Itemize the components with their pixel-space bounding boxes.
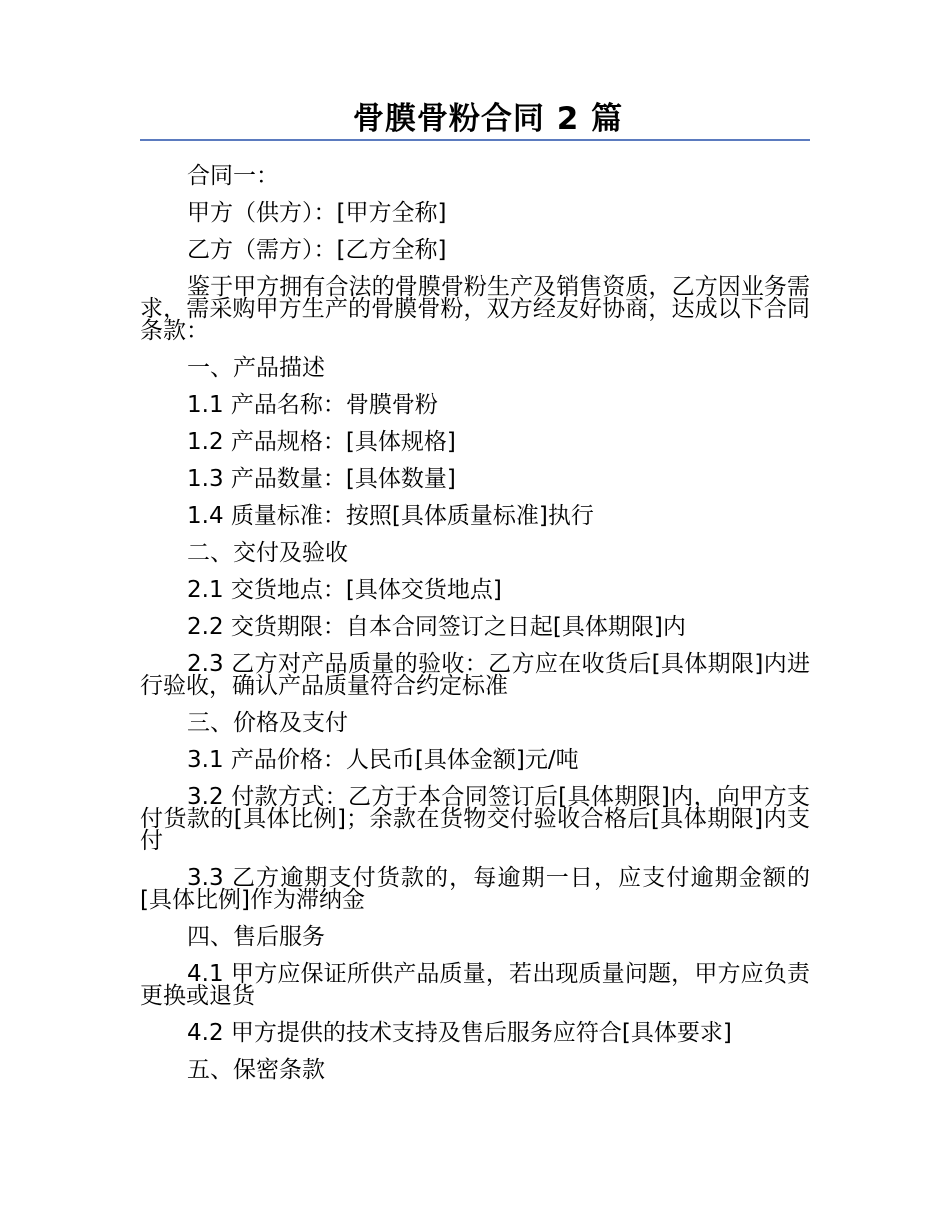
document-title: 骨膜骨粉合同 2 篇 (352, 101, 624, 137)
clause-3-1: 3.1 产品价格：人民币[具体金额]元/吨 (187, 747, 579, 773)
clause-1-1: 1.1 产品名称：骨膜骨粉 (187, 392, 438, 418)
section-heading-delivery: 二、交付及验收 (187, 540, 348, 566)
section-heading-after-sales: 四、售后服务 (187, 924, 325, 950)
clause-2-1: 2.1 交货地点：[具体交货地点] (187, 577, 502, 603)
paragraph-preamble: 鉴于甲方拥有合法的骨膜骨粉生产及销售资质，乙方因业务需求，需采购甲方生产的骨膜骨粉，双方经友好协商，达成以下合同条款： (140, 274, 810, 344)
clause-2-2: 2.2 交货期限：自本合同签订之日起[具体期限]内 (187, 614, 686, 640)
paragraph-party-b: 乙方（需方）：[乙方全称] (187, 237, 447, 263)
title-underline (140, 139, 810, 141)
document-body (140, 158, 810, 1089)
section-heading-price: 三、价格及支付 (187, 710, 348, 736)
paragraph-contract-heading: 合同一： (187, 163, 279, 189)
clause-2-3: 2.3 乙方对产品质量的验收：乙方应在收货后[具体期限]内进行验收，确认产品质量符合约定标准 (140, 651, 810, 699)
paragraph-party-a: 甲方（供方）：[甲方全称] (187, 200, 447, 226)
clause-4-1: 4.1 甲方应保证所供产品质量，若出现质量问题，甲方应负责更换或退货 (140, 961, 810, 1009)
clause-4-2: 4.2 甲方提供的技术支持及售后服务应符合[具体要求] (187, 1020, 732, 1046)
section-heading-product: 一、产品描述 (187, 355, 325, 381)
clause-1-4: 1.4 质量标准：按照[具体质量标准]执行 (187, 503, 594, 529)
clause-3-2: 3.2 付款方式：乙方于本合同签订后[具体期限]内，向甲方支付货款的[具体比例]；余款在货物交付验收合格后[具体期限]内支付 (140, 784, 810, 854)
section-heading-confidentiality: 五、保密条款 (187, 1057, 325, 1083)
clause-1-3: 1.3 产品数量：[具体数量] (187, 466, 456, 492)
clause-3-3: 3.3 乙方逾期支付货款的，每逾期一日，应支付逾期金额的[具体比例]作为滞纳金 (140, 865, 810, 913)
clause-1-2: 1.2 产品规格：[具体规格] (187, 429, 456, 455)
